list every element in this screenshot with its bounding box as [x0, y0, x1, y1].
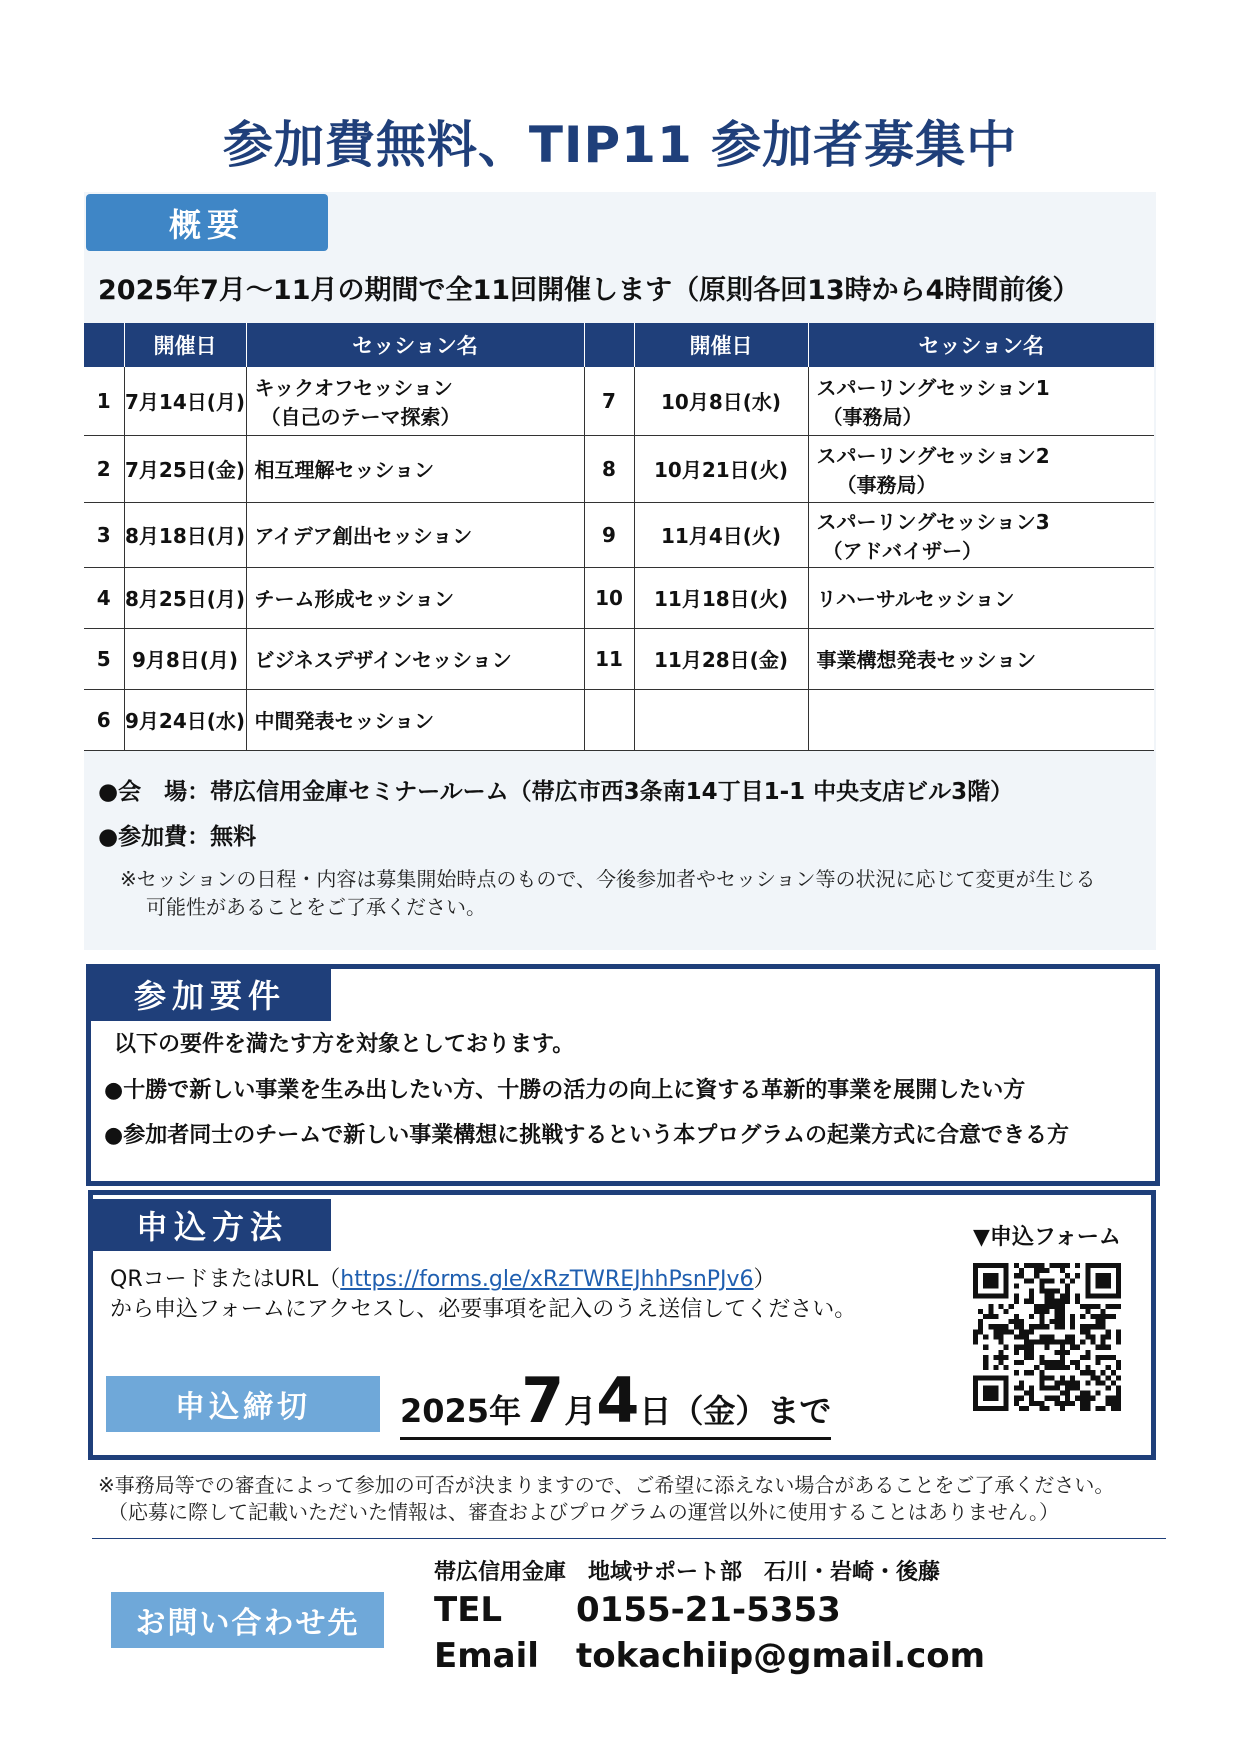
session-date: 7月25日(金)	[124, 435, 246, 502]
divider	[92, 1538, 1166, 1539]
tel-label: TEL	[434, 1590, 503, 1630]
table-row	[84, 502, 1154, 567]
deadline-date	[400, 1364, 831, 1440]
session-no: 3	[84, 502, 124, 567]
session-name: リハーサルセッション	[808, 567, 1154, 628]
email-label: Email	[434, 1636, 539, 1676]
session-date	[634, 689, 808, 750]
session-name-line1: 相互理解セッション	[254, 458, 435, 482]
session-name-line1: アイデア創出セッション	[254, 524, 473, 548]
deadline-month: 7	[521, 1364, 565, 1437]
session-date: 9月8日(月)	[124, 628, 246, 689]
session-no: 5	[84, 628, 124, 689]
session-no: 7	[584, 367, 634, 435]
session-name-line1: スパーリングセッション2	[816, 443, 1050, 468]
session-date: 11月18日(火)	[634, 567, 808, 628]
schedule-header-row	[84, 323, 1154, 367]
session-name-line1: スパーリングセッション3	[816, 509, 1050, 534]
session-no: 1	[84, 367, 124, 435]
apply-form-link[interactable]: https://forms.gle/xRzTWREJhhPsnPJv6	[340, 1267, 754, 1292]
session-name-line2: （アドバイザー）	[822, 538, 983, 563]
session-no	[584, 689, 634, 750]
session-date: 11月4日(火)	[634, 502, 808, 567]
email-address[interactable]: tokachiip@gmail.com	[576, 1636, 986, 1676]
apply-line2: から申込フォームにアクセスし、必要事項を記入のうえ送信してください。	[110, 1297, 857, 1322]
table-row	[84, 567, 1154, 628]
session-no: 6	[84, 689, 124, 750]
header-date-left: 開催日	[124, 323, 246, 367]
header-no-right	[584, 323, 634, 367]
session-date: 11月28日(金)	[634, 628, 808, 689]
contact-label: お問い合わせ先	[111, 1592, 384, 1648]
venue-line: ●会 場：帯広信用金庫セミナールーム（帯広市西3条南14丁目1-1 中央支店ビル3階）	[98, 779, 1014, 805]
session-name-line2: （事務局）	[822, 404, 923, 429]
session-name-line1: キックオフセッション	[254, 375, 453, 400]
session-no: 2	[84, 435, 124, 502]
table-row	[84, 689, 1154, 750]
session-name	[808, 367, 1154, 435]
session-name-line1: スパーリングセッション1	[816, 375, 1050, 400]
table-row	[84, 628, 1154, 689]
form-label: ▼申込フォーム	[973, 1225, 1121, 1250]
deadline-day-unit: 日	[639, 1392, 672, 1430]
tel-number[interactable]: 0155-21-5353	[576, 1590, 841, 1630]
header-no-left	[84, 323, 124, 367]
overview-summary: 2025年7月～11月の期間で全11回開催します（原則各回13時から4時間前後）	[98, 275, 1080, 306]
session-name	[246, 435, 584, 502]
session-name: ビジネスデザインセッション	[246, 628, 584, 689]
apply-heading: 申込方法	[93, 1199, 331, 1251]
session-date: 8月25日(月)	[124, 567, 246, 628]
schedule-note-2: 可能性があることをご了承ください。	[146, 895, 486, 919]
session-name	[246, 367, 584, 435]
apply-line1-pre: QRコードまたはURL（	[110, 1267, 341, 1292]
table-row	[84, 435, 1154, 502]
header-session-left: セッション名	[246, 323, 584, 367]
session-name	[808, 502, 1154, 567]
apply-line1-post: ）	[753, 1267, 776, 1292]
requirement-item: ●参加者同士のチームで新しい事業構想に挑戦するという本プログラムの起業方式に合意できる方	[104, 1123, 1069, 1148]
footnote-2: （応募に際して記載いただいた情報は、審査およびプログラムの運営以外に使用することはありません。）	[108, 1500, 1059, 1524]
overview-heading: 概要	[86, 194, 328, 251]
header-session-right: セッション名	[808, 323, 1154, 367]
deadline-weekday: （金）まで	[671, 1392, 832, 1430]
table-row	[84, 367, 1154, 435]
session-no: 4	[84, 567, 124, 628]
session-no: 8	[584, 435, 634, 502]
requirements-heading: 参加要件	[89, 967, 331, 1021]
session-name: 中間発表セッション	[246, 689, 584, 750]
page-title: 参加費無料、TIP11 参加者募集中	[222, 116, 1018, 174]
deadline-month-unit: 月	[564, 1392, 597, 1430]
session-name: チーム形成セッション	[246, 567, 584, 628]
session-date: 9月24日(水)	[124, 689, 246, 750]
session-no: 10	[584, 567, 634, 628]
session-name	[246, 502, 584, 567]
session-date: 8月18日(月)	[124, 502, 246, 567]
session-name-line2: （事務局）	[836, 472, 937, 497]
contact-org: 帯広信用金庫 地域サポート部 石川・岩崎・後藤	[434, 1560, 941, 1585]
session-no: 9	[584, 502, 634, 567]
requirements-intro: 以下の要件を満たす方を対象としております。	[114, 1032, 575, 1057]
session-name-line2: （自己のテーマ探索）	[260, 404, 461, 429]
schedule-table	[84, 323, 1154, 751]
schedule-note-1: ※セッションの日程・内容は募集開始時点のもので、今後参加者やセッション等の状況に応じて変更が生じる	[120, 867, 1096, 891]
session-no: 11	[584, 628, 634, 689]
apply-line1	[110, 1265, 776, 1295]
footnote-1: ※事務局等での審査によって参加の可否が決まりますので、ご希望に添えない場合があることをご了承ください。	[98, 1473, 1115, 1497]
session-name	[808, 689, 1154, 750]
qr-code-icon[interactable]	[973, 1263, 1121, 1411]
session-date: 10月21日(火)	[634, 435, 808, 502]
session-name: 事業構想発表セッション	[808, 628, 1154, 689]
session-date: 7月14日(月)	[124, 367, 246, 435]
header-date-right: 開催日	[634, 323, 808, 367]
deadline-year: 2025年	[400, 1392, 522, 1430]
session-name	[808, 435, 1154, 502]
deadline-label: 申込締切	[106, 1376, 380, 1432]
session-date: 10月8日(水)	[634, 367, 808, 435]
fee-line: ●参加費：無料	[98, 824, 257, 850]
deadline-day: 4	[596, 1364, 640, 1437]
requirement-item: ●十勝で新しい事業を生み出したい方、十勝の活力の向上に資する革新的事業を展開したい方	[104, 1078, 1026, 1103]
